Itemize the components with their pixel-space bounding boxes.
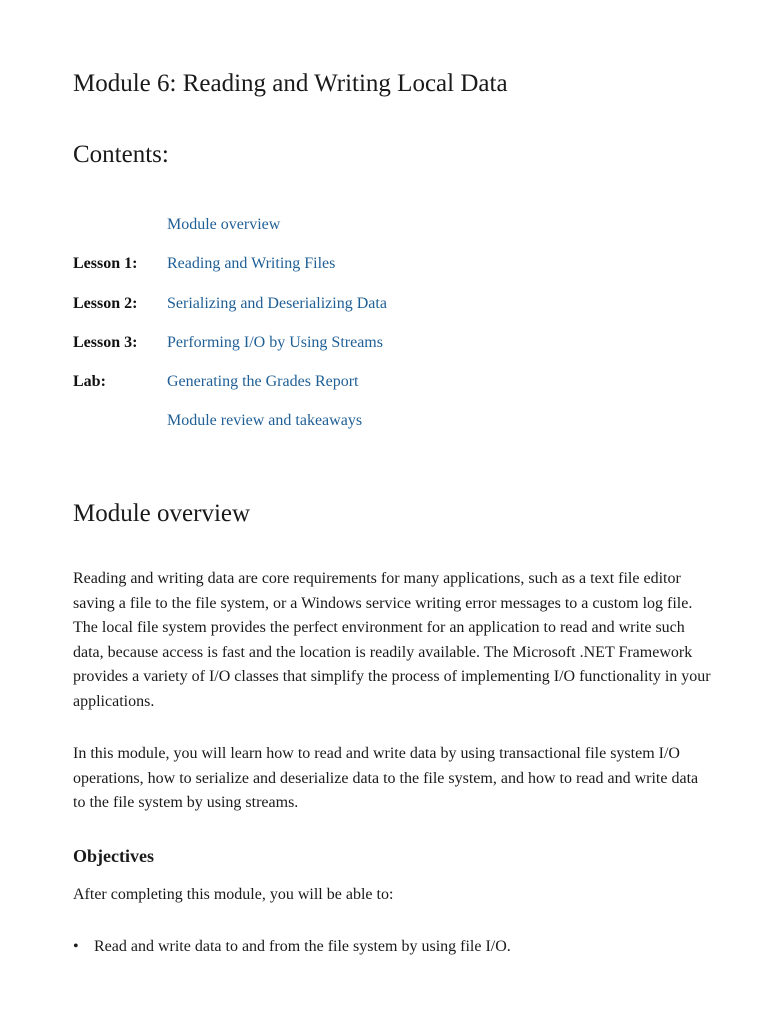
bullet-icon: • bbox=[73, 938, 79, 955]
toc-link-lesson-1[interactable]: Reading and Writing Files bbox=[167, 255, 336, 273]
objectives-heading: Objectives bbox=[73, 846, 154, 866]
toc-row-lesson-2 bbox=[73, 292, 673, 331]
toc-row-lesson-3 bbox=[73, 331, 673, 370]
toc-link-lesson-2[interactable]: Serializing and Deserializing Data bbox=[167, 294, 387, 312]
overview-paragraph-1: Reading and writing data are core requirements for many applications, such as a text file editor saving a file to the file system, or a Windows service writing error messages to a custom log file. The local file system provides the perfect environment for an application to read and write such data, because access is fast and the location is readily available. The Microsoft .NET Framework provides a variety of I/O classes that simplify the process of implementing I/O functionality in your applications. bbox=[73, 570, 711, 710]
toc-link-lesson-3[interactable]: Performing I/O by Using Streams bbox=[167, 333, 383, 351]
toc-link-module-review[interactable]: Module review and takeaways bbox=[167, 412, 363, 430]
toc-row-lesson-1 bbox=[73, 252, 673, 291]
toc-label-lab: Lab: bbox=[73, 373, 106, 391]
toc-row-module-review bbox=[73, 409, 673, 448]
objectives-list bbox=[73, 935, 713, 959]
contents-heading: Contents: bbox=[73, 141, 169, 168]
list-item-text: Read and write data to and from the file system by using file I/O. bbox=[94, 938, 511, 955]
table-of-contents bbox=[73, 213, 673, 449]
toc-link-lab[interactable]: Generating the Grades Report bbox=[167, 373, 359, 391]
toc-label-lesson-1: Lesson 1: bbox=[73, 255, 138, 273]
toc-row-lab bbox=[73, 370, 673, 409]
toc-link-module-overview[interactable]: Module overview bbox=[167, 216, 281, 233]
list-item bbox=[73, 935, 713, 959]
toc-label-lesson-2: Lesson 2: bbox=[73, 294, 138, 312]
module-title: Module 6: Reading and Writing Local Data bbox=[73, 70, 508, 97]
toc-label-lesson-3: Lesson 3: bbox=[73, 333, 138, 351]
module-overview-heading: Module overview bbox=[73, 500, 251, 527]
toc-row-module-overview bbox=[73, 213, 673, 252]
objectives-intro: After completing this module, you will be able to: bbox=[73, 886, 394, 903]
overview-paragraph-2: In this module, you will learn how to read and write data by using transactional file system I/O operations, how to serialize and deserialize data to the file system, and how to read and write data to the file system by using streams. bbox=[73, 745, 699, 812]
